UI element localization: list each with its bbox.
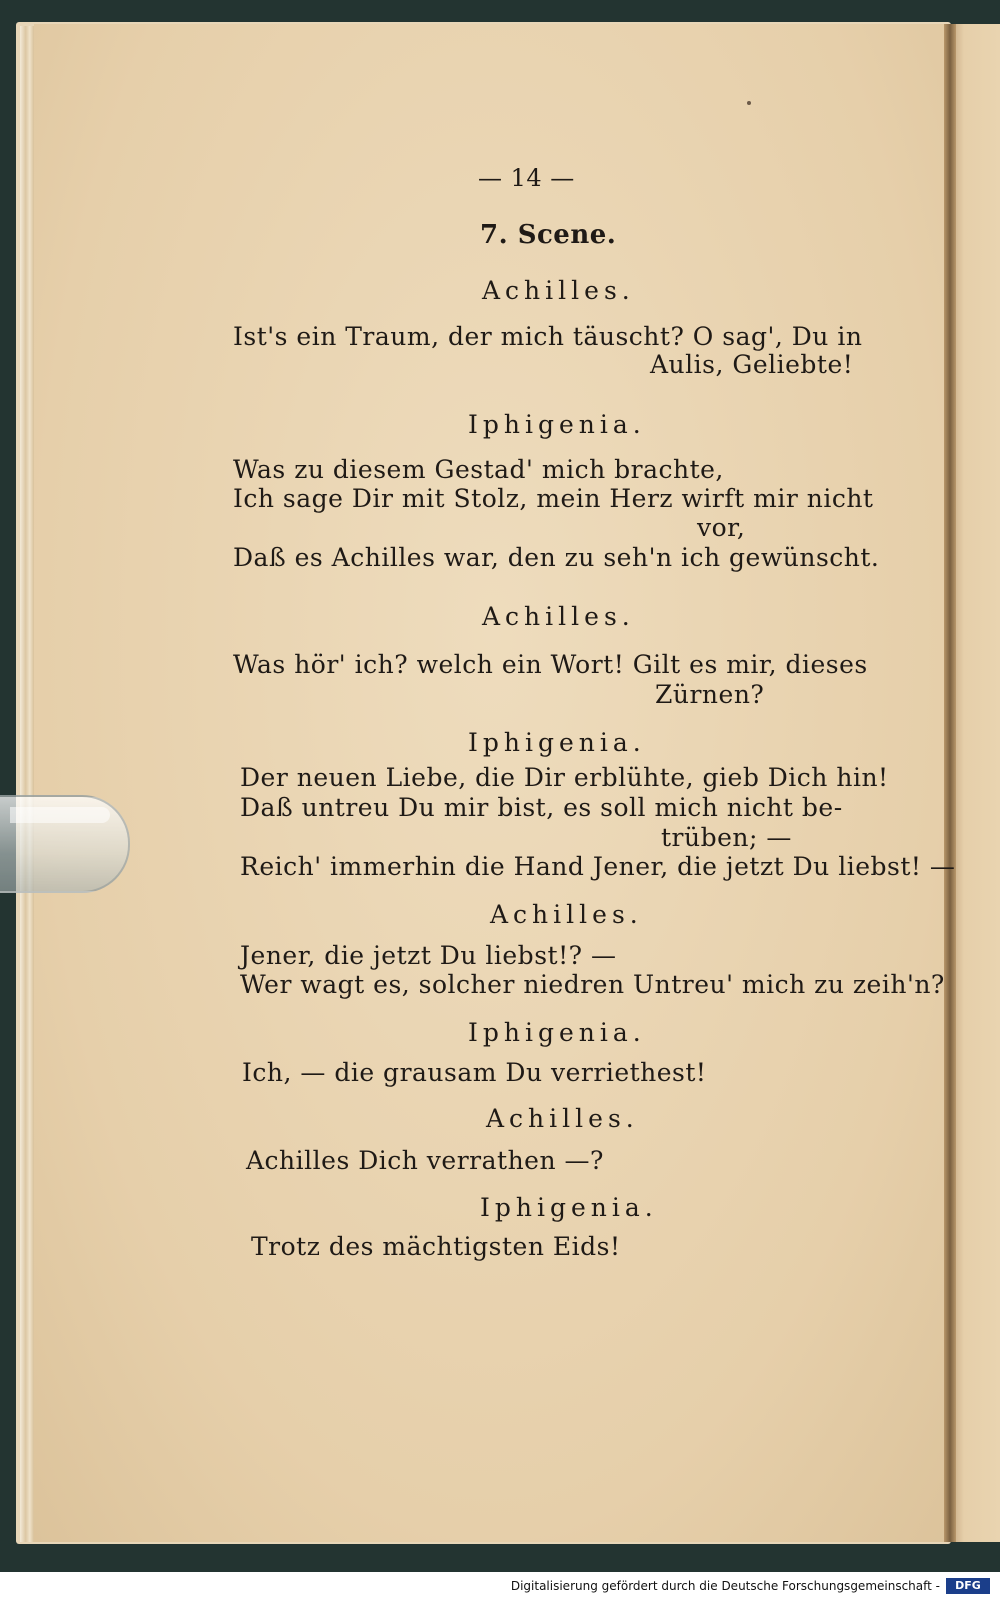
verse-line: Achilles Dich verrathen —?: [246, 1146, 604, 1175]
verse-line: Wer wagt es, solcher niedren Untreu' mich zu zeih'n?: [240, 970, 945, 999]
speaker-name: Iphigenia.: [468, 1018, 646, 1047]
verse-line: Der neuen Liebe, die Dir erblühte, gieb Dich hin!: [240, 763, 889, 792]
speaker-name: Achilles.: [482, 276, 635, 305]
speaker-name: Iphigenia.: [468, 410, 646, 439]
verse-line: Jener, die jetzt Du liebst!? —: [240, 941, 617, 970]
verse-line: Was hör' ich? welch ein Wort! Gilt es mir, dieses: [233, 650, 868, 679]
verse-line: Ich, — die grausam Du verriethest!: [242, 1058, 707, 1087]
speaker-name: Iphigenia.: [468, 728, 646, 757]
page-edges: [20, 26, 34, 1542]
page-number: — 14 —: [478, 164, 575, 192]
verse-line: Daß untreu Du mir bist, es soll mich nicht be-: [240, 793, 843, 822]
facing-page: [952, 24, 1000, 1542]
scene-heading: 7. Scene.: [480, 220, 617, 250]
funding-credit: Digitalisierung gefördert durch die Deutsche Forschungsgemeinschaft -: [510, 1579, 940, 1593]
speaker-name: Achilles.: [490, 900, 643, 929]
page-clip-highlight: [10, 807, 110, 823]
verse-line: Aulis, Geliebte!: [650, 350, 854, 379]
speaker-name: Achilles.: [482, 602, 635, 631]
book-gutter: [944, 24, 956, 1542]
verse-line: Zürnen?: [655, 680, 765, 709]
verse-line: Ist's ein Traum, der mich täuscht? O sag', Du in: [233, 322, 863, 351]
verse-line: vor,: [697, 513, 746, 542]
speaker-name: Achilles.: [486, 1104, 639, 1133]
verse-line: Reich' immerhin die Hand Jener, die jetzt Du liebst! —: [240, 852, 956, 881]
verse-line: Trotz des mächtigsten Eids!: [251, 1232, 621, 1261]
paper-speck: [747, 101, 751, 105]
speaker-name: Iphigenia.: [480, 1193, 658, 1222]
verse-line: Daß es Achilles war, den zu seh'n ich gewünscht.: [233, 543, 880, 572]
verse-line: Ich sage Dir mit Stolz, mein Herz wirft mir nicht: [233, 484, 874, 513]
verse-line: Was zu diesem Gestad' mich brachte,: [233, 455, 724, 484]
dfg-logo: DFG: [946, 1578, 990, 1594]
verse-line: trüben; —: [661, 823, 792, 852]
